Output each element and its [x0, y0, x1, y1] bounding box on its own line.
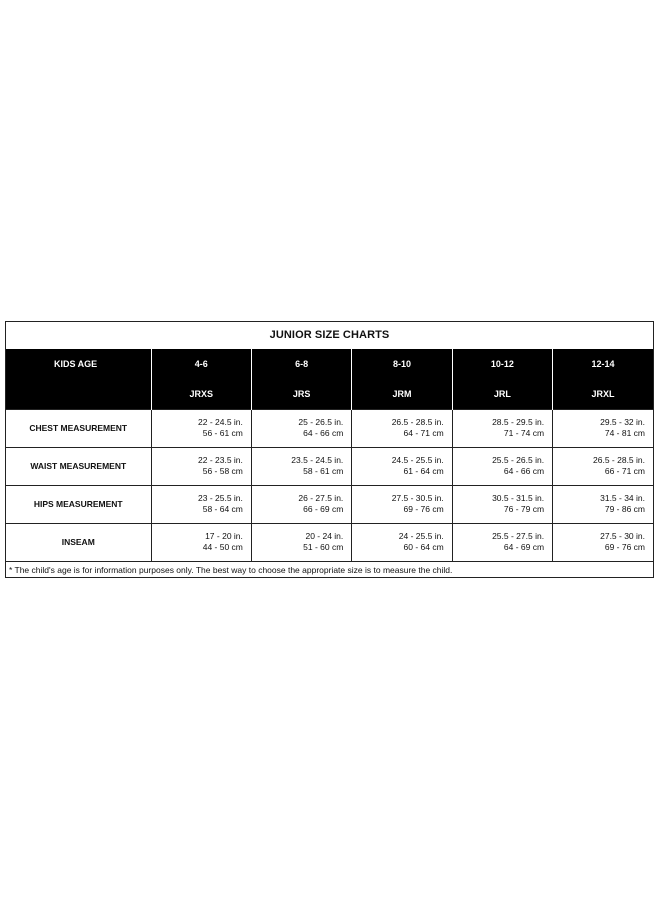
cell	[251, 485, 351, 523]
size-jrs: JRS	[251, 379, 351, 409]
cell-cm: 76 - 79 cm	[503, 504, 545, 514]
cell	[251, 523, 351, 561]
cell-inches: 29.5 - 32 in.	[600, 417, 645, 427]
cell-inches: 26.5 - 28.5 in.	[593, 455, 645, 465]
cell	[251, 409, 351, 447]
footnote: * The child's age is for information purposes only. The best way to choose the appropriate size is to measure the child.	[6, 561, 653, 579]
cell-inches: 25 - 26.5 in.	[298, 417, 344, 427]
chart-title: JUNIOR SIZE CHARTS	[269, 329, 390, 341]
cell-inches: 23 - 25.5 in.	[198, 493, 243, 503]
cell-cm: 60 - 64 cm	[403, 542, 444, 553]
age-10-12: 10-12	[452, 349, 552, 379]
cell	[151, 485, 251, 523]
cell-inches: 22 - 23.5 in.	[198, 455, 243, 465]
size-chart	[5, 321, 654, 578]
cell-inches: 24.5 - 25.5 in.	[391, 455, 444, 465]
size-jrl: JRL	[452, 379, 552, 409]
cell-cm: 58 - 64 cm	[202, 504, 243, 514]
table-row-chest	[6, 409, 653, 447]
row-label: HIPS MEASUREMENT	[6, 485, 151, 523]
cell-cm: 69 - 76 cm	[604, 542, 645, 553]
cell	[151, 409, 251, 447]
size-table	[6, 349, 653, 561]
cell-inches: 25.5 - 27.5 in.	[492, 531, 545, 542]
cell	[553, 447, 653, 485]
cell-cm: 58 - 61 cm	[303, 466, 344, 476]
size-jrxs: JRXS	[151, 379, 251, 409]
cell-inches: 28.5 - 29.5 in.	[492, 417, 545, 427]
cell	[553, 485, 653, 523]
cell-inches: 17 - 20 in.	[205, 531, 243, 542]
table-row-inseam	[6, 523, 653, 561]
table-row-hips	[6, 485, 653, 523]
cell-inches: 23.5 - 24.5 in.	[291, 455, 344, 465]
cell-inches: 26.5 - 28.5 in.	[391, 417, 444, 427]
cell-cm: 56 - 61 cm	[202, 428, 243, 438]
cell	[352, 485, 452, 523]
cell	[352, 523, 452, 561]
cell	[352, 447, 452, 485]
cell-cm: 69 - 76 cm	[403, 504, 444, 514]
cell-cm: 64 - 71 cm	[403, 428, 444, 438]
cell-cm: 64 - 69 cm	[503, 542, 545, 553]
age-12-14: 12-14	[553, 349, 653, 379]
cell-cm: 66 - 71 cm	[604, 466, 645, 476]
cell-cm: 56 - 58 cm	[202, 466, 243, 476]
cell	[452, 485, 552, 523]
cell-inches: 31.5 - 34 in.	[600, 493, 645, 503]
cell	[452, 447, 552, 485]
cell	[352, 409, 452, 447]
cell-cm: 61 - 64 cm	[403, 466, 444, 476]
cell-inches: 26 - 27.5 in.	[298, 493, 344, 503]
size-header-row	[6, 379, 653, 409]
cell-inches: 25.5 - 26.5 in.	[492, 455, 545, 465]
cell	[151, 523, 251, 561]
size-jrxl: JRXL	[553, 379, 653, 409]
age-8-10: 8-10	[352, 349, 452, 379]
row-label: CHEST MEASUREMENT	[6, 409, 151, 447]
cell-inches: 30.5 - 31.5 in.	[492, 493, 545, 503]
kids-age-label: KIDS AGE	[6, 349, 151, 379]
cell-inches: 20 - 24 in.	[305, 531, 344, 542]
cell	[553, 523, 653, 561]
cell	[452, 409, 552, 447]
cell-cm: 74 - 81 cm	[604, 428, 645, 438]
row-label: WAIST MEASUREMENT	[6, 447, 151, 485]
age-6-8: 6-8	[251, 349, 351, 379]
table-row-waist	[6, 447, 653, 485]
cell	[452, 523, 552, 561]
size-header-blank	[6, 379, 151, 409]
age-4-6: 4-6	[151, 349, 251, 379]
cell	[251, 447, 351, 485]
cell-cm: 79 - 86 cm	[604, 504, 645, 514]
age-header-row	[6, 349, 653, 379]
cell-cm: 64 - 66 cm	[503, 466, 545, 476]
cell	[553, 409, 653, 447]
cell-cm: 71 - 74 cm	[503, 428, 545, 438]
cell-inches: 27.5 - 30.5 in.	[391, 493, 444, 503]
row-label: INSEAM	[6, 523, 151, 561]
size-jrm: JRM	[352, 379, 452, 409]
cell-inches: 27.5 - 30 in.	[600, 531, 645, 542]
cell	[151, 447, 251, 485]
cell-cm: 66 - 69 cm	[303, 504, 344, 514]
cell-cm: 64 - 66 cm	[303, 428, 344, 438]
cell-cm: 44 - 50 cm	[202, 542, 243, 553]
cell-inches: 24 - 25.5 in.	[398, 531, 444, 542]
cell-inches: 22 - 24.5 in.	[198, 417, 243, 427]
cell-cm: 51 - 60 cm	[303, 542, 344, 553]
